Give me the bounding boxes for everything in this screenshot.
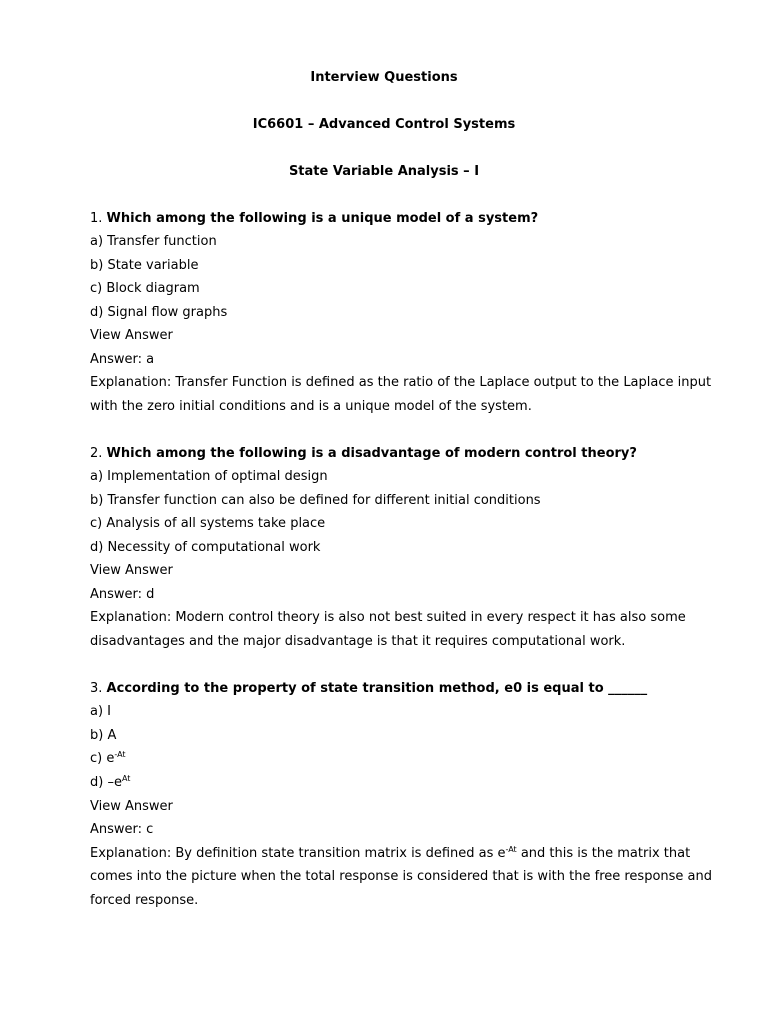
option-b: b) State variable xyxy=(90,258,199,273)
answer: Answer: c xyxy=(90,822,154,837)
explanation-line-3: forced response. xyxy=(90,893,199,908)
option-c xyxy=(90,751,710,767)
option-d: d) Signal flow graphs xyxy=(90,305,228,320)
unit-title: State Variable Analysis – I xyxy=(288,164,480,179)
question-2 xyxy=(90,446,710,462)
question-number: 1. xyxy=(90,211,103,226)
option-b: b) Transfer function can also be defined for different initial conditions xyxy=(90,493,541,508)
option-d: d) Necessity of computational work xyxy=(90,540,321,555)
view-answer-link[interactable]: View Answer xyxy=(90,799,173,814)
question-number: 2. xyxy=(90,446,103,461)
question-text: According to the property of state transition method, e0 is equal to ______ xyxy=(106,681,648,696)
view-answer-link[interactable]: View Answer xyxy=(90,328,173,343)
explanation-text: Explanation: By definition state transition matrix is defined as e xyxy=(90,846,506,861)
exponent: -At xyxy=(505,845,517,854)
document-title: Interview Questions xyxy=(310,70,458,85)
explanation-line-1 xyxy=(90,846,710,862)
explanation-line-2: with the zero initial conditions and is a unique model of the system. xyxy=(90,399,532,414)
question-1 xyxy=(90,211,710,227)
option-c: c) Block diagram xyxy=(90,281,200,296)
option-b: b) A xyxy=(90,728,117,743)
option-a: a) Transfer function xyxy=(90,234,217,249)
course-title: IC6601 – Advanced Control Systems xyxy=(252,117,516,132)
option-a: a) Implementation of optimal design xyxy=(90,469,328,484)
exponent: -At xyxy=(114,750,126,759)
question-text: Which among the following is a disadvantage of modern control theory? xyxy=(106,446,637,461)
explanation-line-1: Explanation: Transfer Function is defined as the ratio of the Laplace output to the Laplace input xyxy=(90,375,712,390)
answer: Answer: a xyxy=(90,352,155,367)
question-3 xyxy=(90,681,710,697)
question-text: Which among the following is a unique model of a system? xyxy=(106,211,539,226)
view-answer-link[interactable]: View Answer xyxy=(90,563,173,578)
explanation-line-1: Explanation: Modern control theory is also not best suited in every respect it has also some xyxy=(90,610,686,625)
explanation-text: and this is the matrix that xyxy=(516,846,691,861)
option-text: d) –e xyxy=(90,775,122,790)
question-number: 3. xyxy=(90,681,103,696)
explanation-line-2: comes into the picture when the total response is considered that is with the free response and xyxy=(90,869,713,884)
option-c: c) Analysis of all systems take place xyxy=(90,516,326,531)
exponent: At xyxy=(121,774,131,783)
answer: Answer: d xyxy=(90,587,155,602)
option-d xyxy=(90,775,710,791)
option-text: c) e xyxy=(90,751,115,766)
option-a: a) I xyxy=(90,704,112,719)
explanation-line-2: disadvantages and the major disadvantage is that it requires computational work. xyxy=(90,634,626,649)
